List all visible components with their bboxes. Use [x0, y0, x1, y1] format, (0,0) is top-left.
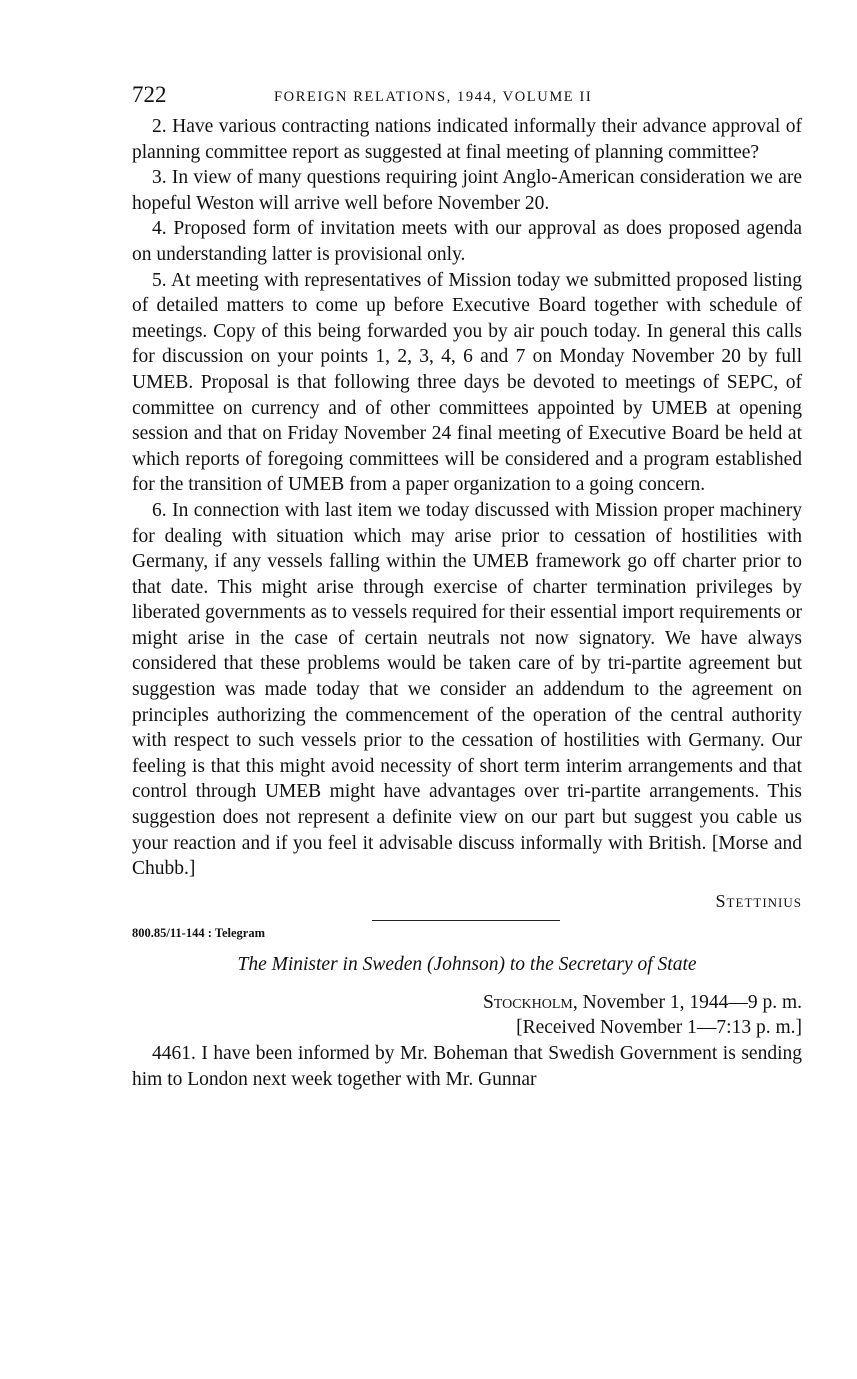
received-line: [Received November 1—7:13 p. m.] — [516, 1017, 802, 1039]
paragraph-5: 5. At meeting with representatives of Mission today we submitted proposed listing of detailed matters to come up before Executive Board together with schedule of meetings. Copy of this being forwarded you by air pouch today. In general this calls for discussion on your points 1, 2, 3, 4, 6 and 7 on Monday November 20 by full UMEB. Proposal is that following three days be devoted to meetings of SEPC, of committee on currency and of other committees appointed by UMEB at opening session and that on Friday November 24 final meeting of Executive Board be held at which reports of foregoing committees will be considered and a program established for the transition of UMEB from a paper organization to a going concern. — [132, 269, 802, 496]
divider-rule — [372, 920, 560, 922]
paragraph-2: 2. Have various contracting nations indicated informally their advance approval of planning committee report as suggested at final meeting of planning committee? — [132, 116, 802, 163]
dateline — [132, 990, 802, 1016]
page-number: 722 — [132, 82, 167, 107]
telegram-title: The Minister in Sweden (Johnson) to the Secretary of State — [237, 953, 697, 975]
file-reference: 800.85/11-144 : Telegram — [132, 925, 265, 940]
paragraph-3: 3. In view of many questions requiring joint Anglo-American consideration we are hopeful Weston will arrive well before November 20. — [132, 167, 802, 214]
document-page — [132, 82, 802, 1092]
section-divider — [132, 916, 802, 946]
paragraph-4: 4. Proposed form of invitation meets with our approval as does proposed agenda on understanding latter is provisional only. — [132, 218, 802, 265]
running-title: FOREIGN RELATIONS, 1944, VOLUME II — [274, 89, 593, 105]
signature: Stettinius — [715, 890, 802, 911]
telegram-body: 4461. I have been informed by Mr. Boheman that Swedish Government is sending him to London next week together with Mr. Gunnar — [132, 1043, 802, 1090]
running-head — [132, 82, 802, 114]
paragraph-6: 6. In connection with last item we today discussed with Mission proper machinery for dealing with situation which may arise prior to cessation of hostilities with Germany, if any vessels falling within the UMEB framework go off charter prior to that date. This might arise through exercise of charter termination privileges by liberated governments as to vessels required for their essential import requirements or might arise in the case of certain neutrals not now signatory. We have always considered that these problems would be taken care of by tri-partite agreement but suggestion was made today that we consider an addendum to the agreement on principles authorizing the commencement of the operation of the central authority with respect to such vessels prior to the cessation of hostilities with Germany. Our feeling is that this might avoid necessity of short term interim arrangements and that control through UMEB might have advantages over tri-partite arrangements. This suggestion does not represent a definite view on our part but suggest you cable us your reaction and if you feel it advisable discuss informally with British. [Morse and Chubb.] — [132, 499, 802, 880]
dateline-place: Stockholm — [482, 991, 573, 1013]
dateline-date: , November 1, 1944—9 p. m. — [572, 991, 802, 1013]
